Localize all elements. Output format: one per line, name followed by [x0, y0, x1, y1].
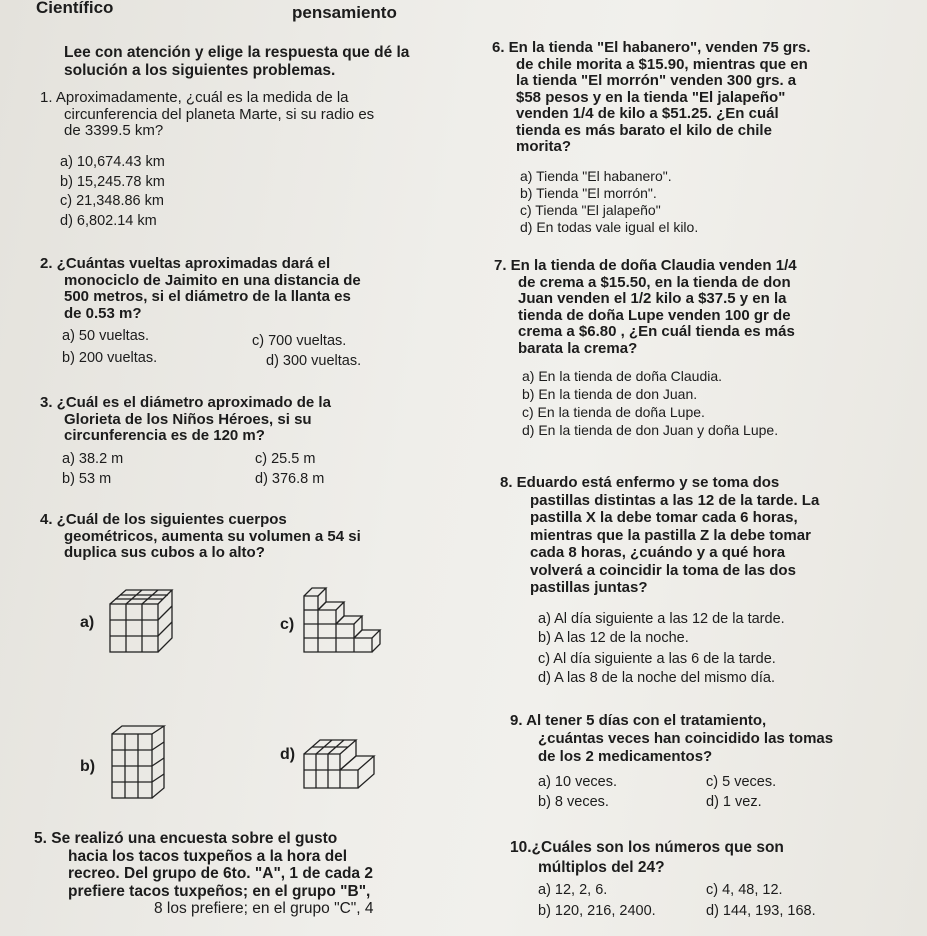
q5-line: recreo. Del grupo de 6to. "A", 1 de cada 2 [68, 865, 373, 882]
q3-option-c[interactable]: c) 25.5 m [255, 451, 316, 467]
q3-line: circunferencia es de 120 m? [64, 427, 265, 444]
q6-option-c[interactable]: c) Tienda "El jalapeño" [520, 202, 661, 218]
question-7 [494, 258, 924, 357]
q7-line: de crema a $15.50, en la tienda de don [518, 273, 791, 291]
q7-option-c[interactable]: c) En la tienda de doña Lupe. [522, 404, 705, 420]
q4-option-c[interactable]: c) [280, 616, 295, 633]
q8-line: cada 8 horas, ¿cuándo y a qué hora [530, 544, 786, 561]
question-4 [40, 512, 465, 562]
q2-option-c[interactable]: c) 700 vueltas. [252, 333, 347, 349]
q1-option-a[interactable]: a) 10,674.43 km [60, 154, 165, 170]
q8-line: mientras que la pastilla Z la debe tomar [530, 526, 811, 544]
q8-line: volverá a coincidir la toma de las dos [530, 561, 796, 579]
q3-option-d[interactable]: d) 376.8 m [255, 471, 325, 487]
q9-option-a[interactable]: a) 10 veces. [538, 774, 617, 790]
q4-line: geométricos, aumenta su volumen a 54 si [64, 527, 361, 545]
q4-line: duplica sus cubos a lo alto? [64, 544, 265, 561]
q7-option-b[interactable]: b) En la tienda de don Juan. [522, 386, 698, 402]
q5-line: 5. Se realizó una encuesta sobre el gusto [34, 830, 338, 847]
q2-option-a[interactable]: a) 50 vueltas. [62, 328, 150, 344]
q3-option-a[interactable]: a) 38.2 m [62, 451, 124, 467]
instructions: Lee con atención y elige la respuesta que dé la solución a los siguientes problemas. [64, 44, 410, 79]
q9-line: de los 2 medicamentos? [538, 748, 713, 765]
q3-line: 3. ¿Cuál es el diámetro aproximado de la [40, 394, 331, 411]
q1-line: de 3399.5 km? [64, 122, 164, 139]
q5-line: hacia los tacos tuxpeños a la hora del [68, 847, 348, 865]
question-2 [40, 256, 470, 322]
q7-line: tienda de doña Lupe venden 100 gr de [518, 306, 791, 324]
q6-line: 6. En la tienda "El habanero", venden 75 grs. [492, 39, 811, 56]
q6-line: morita? [516, 138, 572, 155]
q7-line: Juan venden el 1/2 kilo a $37.5 y en la [518, 290, 787, 307]
q3-option-b[interactable]: b) 53 m [62, 471, 112, 487]
q9-option-b[interactable]: b) 8 veces. [538, 794, 609, 810]
q8-line: pastilla X la debe tomar cada 6 horas, [530, 509, 798, 526]
q4-option-b[interactable]: b) [80, 758, 96, 775]
q2-line: 2. ¿Cuántas vueltas aproximadas dará el [40, 255, 331, 272]
q8-option-b[interactable]: b) A las 12 de la noche. [538, 630, 689, 646]
q2-option-d[interactable]: d) 300 vueltas. [266, 353, 362, 369]
q6-line: $58 pesos y en la tienda "El jalapeño" [516, 88, 786, 106]
header-left: Científico [36, 0, 114, 17]
q2-line: 500 metros, si el diámetro de la llanta es [64, 288, 351, 305]
q9-option-c[interactable]: c) 5 veces. [706, 774, 777, 790]
q8-option-c[interactable]: c) Al día siguiente a las 6 de la tarde. [538, 651, 776, 667]
q10-option-d[interactable]: d) 144, 193, 168. [706, 903, 816, 919]
q9-option-d[interactable]: d) 1 vez. [706, 794, 762, 810]
q2-line: monociclo de Jaimito en una distancia de [64, 271, 361, 289]
q10-option-a[interactable]: a) 12, 2, 6. [538, 882, 608, 898]
q8-line: 8. Eduardo está enfermo y se toma dos [500, 474, 780, 491]
q5-line: prefiere tacos tuxpeños; en el grupo "B", [68, 882, 371, 900]
header-right: pensamiento [292, 3, 397, 22]
q2-option-b[interactable]: b) 200 vueltas. [62, 350, 158, 366]
q7-line: barata la crema? [518, 339, 638, 357]
q9-line: 9. Al tener 5 días con el tratamiento, [510, 712, 767, 729]
cube-figure-d [300, 730, 380, 794]
question-3 [40, 395, 470, 445]
question-10 [510, 838, 920, 878]
q1-option-b[interactable]: b) 15,245.78 km [60, 174, 165, 190]
q1-line: circunferencia del planeta Marte, si su radio es [64, 105, 375, 123]
cube-figure-a [108, 586, 174, 656]
q8-option-a[interactable]: a) Al día siguiente a las 12 de la tarde. [538, 611, 785, 627]
q8-line: pastillas juntas? [530, 579, 648, 596]
q8-line: pastillas distintas a las 12 de la tarde. La [530, 491, 820, 509]
q7-line: 7. En la tienda de doña Claudia venden 1/4 [494, 257, 797, 274]
q1-line: 1. Aproximadamente, ¿cuál es la medida de la [40, 89, 349, 106]
q8-option-d[interactable]: d) A las 8 de la noche del mismo día. [538, 670, 775, 686]
cube-figure-b [108, 724, 170, 802]
q10-option-c[interactable]: c) 4, 48, 12. [706, 882, 783, 898]
q10-line: múltiplos del 24? [538, 859, 665, 876]
q4-line: 4. ¿Cuál de los siguientes cuerpos [40, 511, 287, 528]
q6-line: de chile morita a $15.90, mientras que en [516, 55, 808, 73]
q7-line: crema a $6.80 , ¿En cuál tienda es más [518, 323, 795, 340]
question-5 [34, 830, 474, 918]
q10-option-b[interactable]: b) 120, 216, 2400. [538, 903, 656, 919]
q6-line: venden 1/4 de kilo a $51.25. ¿En cuál [516, 105, 779, 122]
question-9 [510, 712, 920, 766]
q4-option-a[interactable]: a) [80, 614, 95, 631]
q1-option-c[interactable]: c) 21,348.86 km [60, 193, 164, 209]
question-1 [40, 90, 480, 140]
q9-line: ¿cuántas veces han coincidido las tomas [538, 730, 834, 747]
q4-option-d[interactable]: d) [280, 746, 296, 763]
q6-line: tienda es más barato el kilo de chile [516, 121, 772, 139]
q1-option-d[interactable]: d) 6,802.14 km [60, 213, 157, 229]
q10-line: 10.¿Cuáles son los números que son [510, 839, 784, 856]
q7-option-a[interactable]: a) En la tienda de doña Claudia. [522, 368, 723, 384]
cube-figure-c [300, 586, 384, 658]
q5-line: 8 los prefiere; en el grupo "C", 4 [154, 900, 374, 917]
q6-option-d[interactable]: d) En todas vale igual el kilo. [520, 219, 699, 235]
q6-option-b[interactable]: b) Tienda "El morrón". [520, 185, 657, 201]
q3-line: Glorieta de los Niños Héroes, si su [64, 410, 312, 428]
q7-option-d[interactable]: d) En la tienda de don Juan y doña Lupe. [522, 422, 779, 438]
q2-line: de 0.53 m? [64, 304, 142, 322]
q6-option-a[interactable]: a) Tienda "El habanero". [520, 168, 672, 184]
question-8 [500, 474, 920, 597]
q6-line: la tienda "El morrón" venden 300 grs. a [516, 72, 797, 89]
question-6 [492, 40, 922, 156]
